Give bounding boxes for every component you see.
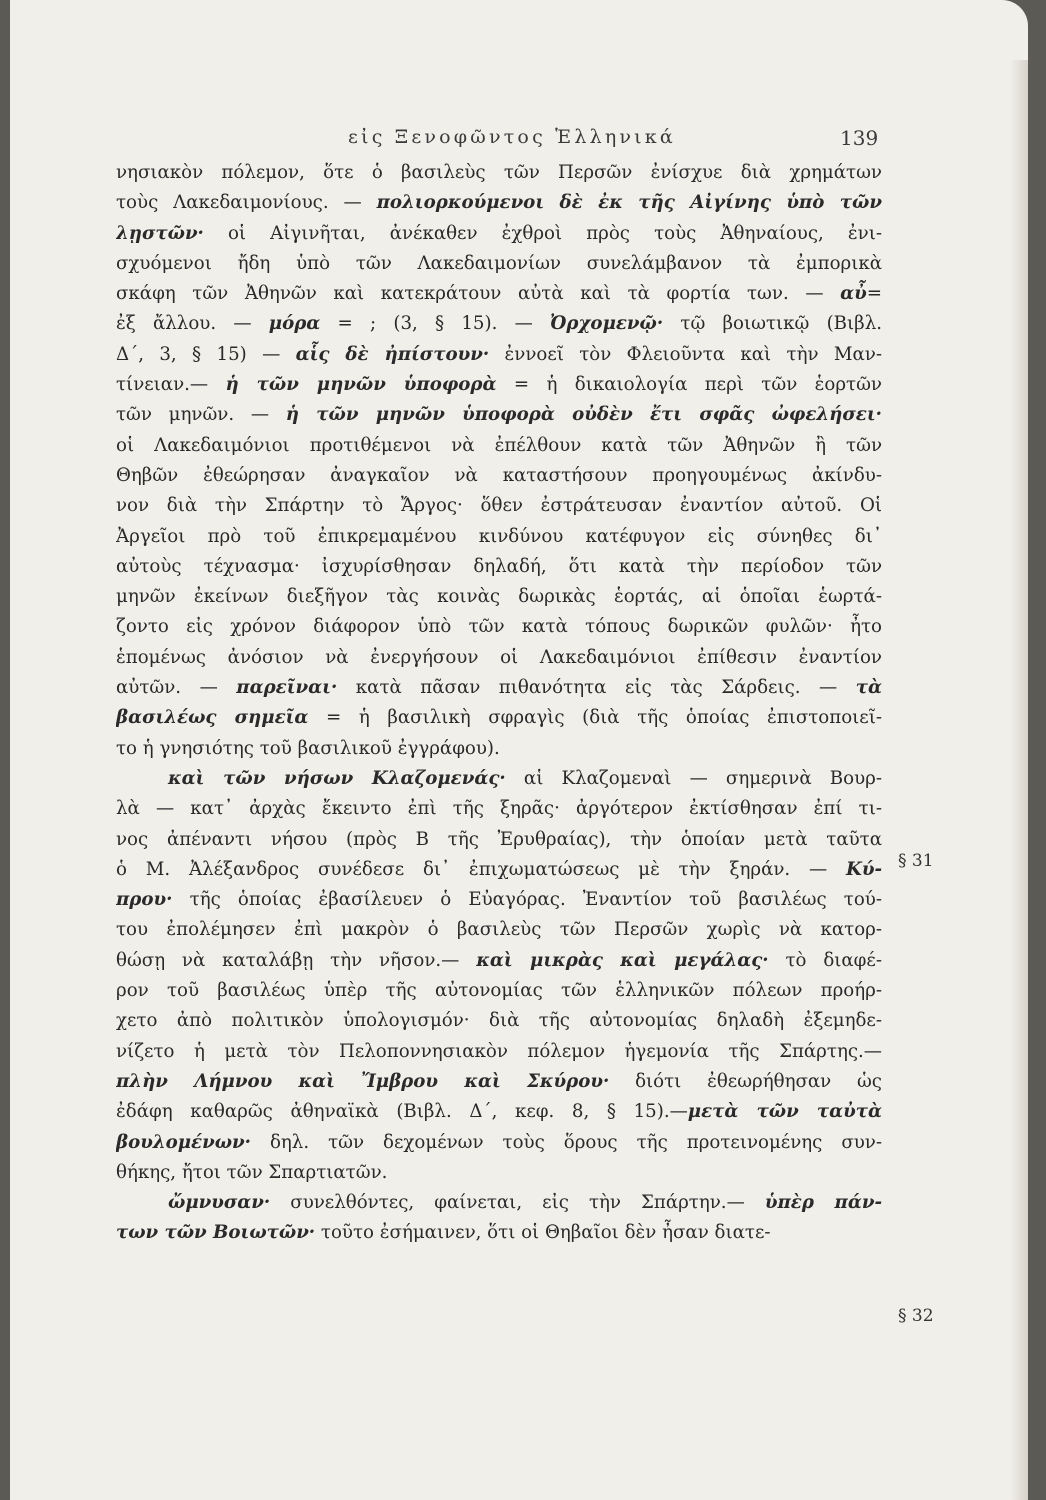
- text-line: [116, 825, 882, 855]
- commentary-text: χετο ἀπὸ πολιτικὸν ὑπολογισμόν· διὰ τῆς αὐτονομίας δηλαδὴ ἐξεμηδε-: [116, 1010, 882, 1032]
- commentary-text: το ἡ γνησιότης τοῦ βασιλικοῦ ἐγγράφου).: [116, 737, 500, 759]
- text-line: [116, 461, 882, 491]
- commentary-text: σχυόμενοι ἤδη ὑπὸ τῶν Λακεδαιμονίων συνελάμβανον τὰ ἐμπορικὰ: [116, 252, 882, 274]
- text-line: [116, 643, 882, 673]
- text-line: [116, 400, 882, 430]
- lemma-text: πολιορκούμενοι δὲ ἐκ τῆς Αἰγίνης ὑπὸ τῶν: [376, 192, 882, 214]
- text-line: [116, 309, 882, 339]
- text-line: [116, 976, 882, 1006]
- commentary-text: τὸ διαφέ-: [768, 949, 882, 971]
- text-line: [116, 188, 882, 218]
- lemma-text: αἷς δὲ ἠπίστουν·: [295, 343, 490, 365]
- commentary-text: Θηβῶν ἐθεώρησαν ἀναγκαῖον νὰ καταστήσουν προηγουμένως ἀκίνδυ-: [116, 464, 882, 486]
- lemma-text: λῃστῶν·: [116, 222, 204, 244]
- body-text: [116, 158, 882, 1249]
- lemma-text: Ὀρχομενῷ·: [550, 313, 664, 335]
- commentary-text: ἑπομένως ἀνόσιον νὰ ἐνεργήσουν οἱ Λακεδαιμόνιοι ἐπίθεσιν ἐναντίον: [116, 646, 882, 668]
- commentary-text: νησιακὸν πόλεμον, ὅτε ὁ βασιλεὺς τῶν Περσῶν ἐνίσχυε διὰ χρημάτων: [116, 162, 882, 183]
- commentary-text: νος ἀπέναντι νήσου (πρὸς Β τῆς Ἐρυθραίας), τὴν ὁποίαν μετὰ ταῦτα: [116, 828, 882, 850]
- text-line: [116, 1218, 882, 1248]
- text-line: [116, 794, 882, 824]
- lemma-text: ἡ τῶν μηνῶν ὑποφορὰ: [225, 374, 497, 396]
- running-title: εἰς Ξενοφῶντος Ἑλληνικά: [348, 126, 676, 148]
- text-line: [116, 158, 882, 188]
- commentary-text: οἱ Αἰγινῆται, ἀνέκαθεν ἐχθροὶ πρὸς τοὺς Ἀθηναίους, ἐνι-: [203, 222, 882, 244]
- commentary-text: δηλ. τῶν δεχομένων τοὺς ὅρους τῆς προτεινομένης συν-: [250, 1131, 882, 1153]
- commentary-text: = ἡ βασιλικὴ σφραγὶς (διὰ τῆς ὁποίας ἐπιστοποιεῖ-: [308, 707, 882, 729]
- lemma-text: πλὴν Λήμνου καὶ Ἴμβρου καὶ Σκύρου·: [116, 1070, 610, 1092]
- commentary-text: αὐτῶν. —: [116, 677, 237, 699]
- lemma-text: ὤμνυσαν·: [168, 1192, 271, 1214]
- lemma-text: των τῶν Βοιωτῶν·: [116, 1222, 316, 1244]
- commentary-text: του ἐπολέμησεν ἐπὶ μακρὸν ὁ βασιλεὺς τῶν Περσῶν χωρὶς νὰ κατορ-: [116, 919, 882, 941]
- lemma-text: ἡ τῶν μηνῶν ὑποφορὰ οὐδὲν ἔτι σφᾶς ὠφελήσει·: [285, 404, 882, 426]
- text-line: [116, 885, 882, 915]
- lemma-text: παρεῖναι·: [236, 677, 338, 699]
- commentary-text: τῆς ὁποίας ἐβασίλευεν ὁ Εὐαγόρας. Ἐναντίον τοῦ βασιλέως τού-: [172, 889, 882, 911]
- commentary-text: διότι ἐθεωρήθησαν ὡς: [609, 1070, 882, 1092]
- commentary-text: τίνειαν.—: [116, 374, 226, 396]
- page-header: [10, 126, 1028, 156]
- text-line: [116, 279, 882, 309]
- lemma-text: μετὰ τῶν ταὐτὰ: [687, 1101, 882, 1123]
- lemma-text: μόρα: [268, 313, 321, 335]
- lemma-text: βασιλέως σημεῖα: [116, 707, 309, 729]
- commentary-text: Ἀργεῖοι πρὸ τοῦ ἐπικρεμαμένου κινδύνου κατέφυγον εἰς σύνηθες δι᾽: [116, 525, 882, 547]
- commentary-text: οἱ Λακεδαιμόνιοι προτιθέμενοι νὰ ἐπέλθουν κατὰ τῶν Ἀθηνῶν ἢ τῶν: [116, 434, 882, 456]
- text-line: [116, 915, 882, 945]
- text-line: [116, 703, 882, 733]
- commentary-text: τῷ βοιωτικῷ (Βιβλ.: [663, 313, 882, 335]
- margin-section-ref: § 32: [898, 1306, 934, 1326]
- text-line: [116, 249, 882, 279]
- text-line: [116, 1097, 882, 1127]
- lemma-text: ὑπὲρ πάν-: [764, 1192, 882, 1214]
- text-line: [116, 734, 882, 764]
- lemma-text: αὖ: [840, 283, 867, 305]
- commentary-text: ρον τοῦ βασιλέως ὑπὲρ τῆς αὐτονομίας τῶν ἑλληνικῶν πόλεων προήρ-: [116, 980, 882, 1002]
- commentary-text: σκάφη τῶν Ἀθηνῶν καὶ κατεκράτουν αὐτὰ καὶ τὰ φορτία των. —: [116, 283, 841, 305]
- text-line: [116, 855, 882, 885]
- text-line: [116, 431, 882, 461]
- text-line: [116, 1128, 882, 1158]
- commentary-text: τῶν μηνῶν. —: [116, 404, 286, 426]
- commentary-text: θήκης, ἤτοι τῶν Σπαρτιατῶν.: [116, 1161, 388, 1183]
- lemma-text: τὰ: [855, 677, 882, 699]
- lemma-text: καὶ μικρὰς καὶ μεγάλας·: [476, 949, 769, 971]
- commentary-text: νον διὰ τὴν Σπάρτην τὸ Ἄργος· ὅθεν ἐστράτευσαν ἐναντίον αὐτοῦ. Οἱ: [116, 495, 882, 517]
- commentary-text: συνελθόντες, φαίνεται, εἰς τὴν Σπάρτην.—: [270, 1192, 765, 1214]
- text-line: [116, 1006, 882, 1036]
- page-number: 139: [840, 126, 879, 150]
- commentary-text: ἐδάφη καθαρῶς ἀθηναϊκὰ (Βιβλ. Δ΄, κεφ. 8, § 15).—: [116, 1101, 688, 1123]
- commentary-text: νίζετο ἡ μετὰ τὸν Πελοποννησιακὸν πόλεμον ἡγεμονία τῆς Σπάρτης.—: [116, 1040, 882, 1062]
- commentary-text: τοὺς Λακεδαιμονίους. —: [116, 192, 377, 214]
- text-line: [116, 1188, 882, 1218]
- text-line: [116, 552, 882, 582]
- text-line: [116, 491, 882, 521]
- lemma-text: καὶ τῶν νήσων Κλαζομενάς·: [168, 767, 506, 789]
- commentary-text: λὰ — κατ᾽ ἀρχὰς ἔκειντο ἐπὶ τῆς ξηρᾶς· ἀργότερον ἐκτίσθησαν ἐπί τι-: [116, 798, 882, 820]
- lemma-text: Κύ-: [846, 858, 882, 880]
- text-line: [116, 1158, 882, 1188]
- text-line: [116, 340, 882, 370]
- text-line: [116, 370, 882, 400]
- commentary-text: μηνῶν ἐκείνων διεξῆγον τὰς κοινὰς δωρικὰς ἑορτάς, αἱ ὁποῖαι ἑωρτά-: [116, 586, 882, 608]
- page-edge: [1010, 60, 1028, 1500]
- text-line: [116, 946, 882, 976]
- commentary-text: = ; (3, § 15). —: [320, 313, 550, 335]
- commentary-text: αἱ Κλαζομεναὶ — σημερινὰ Βουρ-: [505, 767, 882, 789]
- commentary-text: κατὰ πᾶσαν πιθανότητα εἰς τὰς Σάρδεις. —: [337, 677, 856, 699]
- text-line: [116, 764, 882, 794]
- text-line: [116, 612, 882, 642]
- text-line: [116, 582, 882, 612]
- commentary-text: θώσῃ νὰ καταλάβῃ τὴν νῆσον.—: [116, 949, 477, 971]
- text-line: [116, 522, 882, 552]
- commentary-text: =: [866, 283, 882, 305]
- text-line: [116, 219, 882, 249]
- lemma-text: βουλομένων·: [116, 1131, 251, 1153]
- lemma-text: πρου·: [116, 889, 173, 911]
- margin-section-ref: § 31: [898, 851, 934, 871]
- commentary-text: ζοντο εἰς χρόνον διάφορον ὑπὸ τῶν κατὰ τόπους δωρικῶν φυλῶν· ἦτο: [116, 616, 882, 638]
- text-line: [116, 1037, 882, 1067]
- commentary-text: ὁ Μ. Ἀλέξανδρος συνέδεσε δι᾽ ἐπιχωματώσεως μὲ τὴν ξηράν. —: [116, 858, 847, 880]
- commentary-text: αὐτοὺς τέχνασμα· ἰσχυρίσθησαν δηλαδή, ὅτι κατὰ τὴν περίοδον τῶν: [116, 555, 882, 577]
- commentary-text: ἐξ ἄλλου. —: [116, 313, 269, 335]
- commentary-text: τοῦτο ἐσήμαινεν, ὅτι οἱ Θηβαῖοι δὲν ἦσαν διατε-: [315, 1222, 771, 1244]
- book-page: [10, 0, 1028, 1500]
- text-line: [116, 673, 882, 703]
- commentary-text: Δ΄, 3, § 15) —: [116, 343, 296, 365]
- commentary-text: = ἡ δικαιολογία περὶ τῶν ἑορτῶν: [496, 374, 882, 396]
- commentary-text: ἐννοεῖ τὸν Φλειοῦντα καὶ τὴν Μαν-: [489, 343, 882, 365]
- text-line: [116, 1067, 882, 1097]
